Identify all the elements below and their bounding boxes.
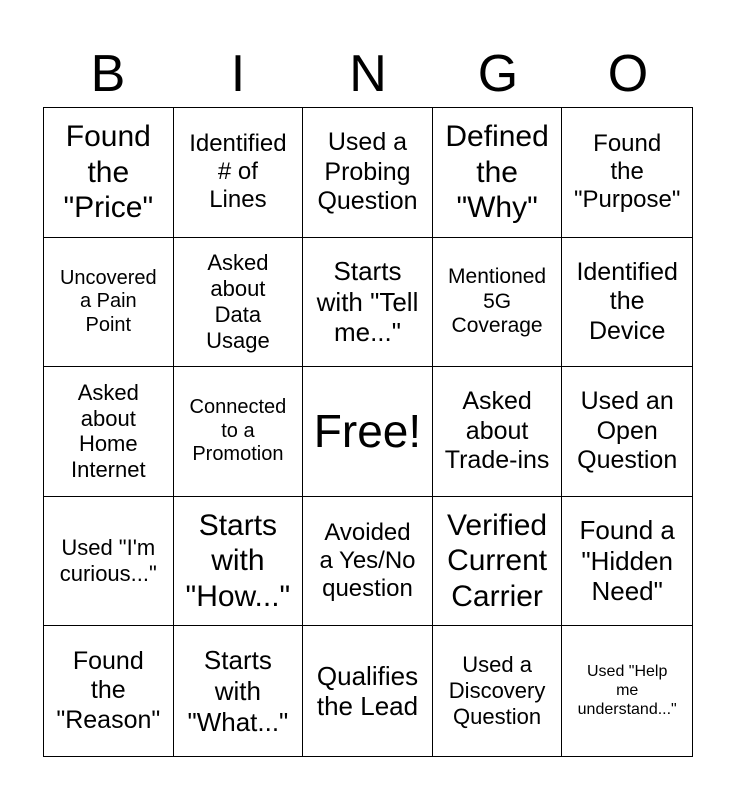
free-cell-text: Free! <box>313 405 422 458</box>
header-letter-i: I <box>230 45 246 103</box>
cell-text: Starts with "Tell me..." <box>316 255 419 348</box>
bingo-board <box>43 107 693 757</box>
cell-text: Qualifies the Lead <box>316 660 419 722</box>
cell-text: Found the "Reason" <box>56 646 161 734</box>
cell-text: Asked about Trade-ins <box>444 387 550 475</box>
bingo-cell[interactable] <box>433 626 563 756</box>
cell-text: Found a "Hidden Need" <box>579 515 675 607</box>
bingo-cell[interactable] <box>433 367 563 497</box>
bingo-cell[interactable] <box>174 497 304 627</box>
bingo-cell[interactable] <box>44 626 174 756</box>
cell-text: Uncovered a Pain Point <box>59 266 157 336</box>
bingo-cell[interactable] <box>303 626 433 756</box>
bingo-cell[interactable] <box>303 497 433 627</box>
bingo-cell[interactable] <box>44 497 174 627</box>
cell-text: Used a Probing Question <box>317 128 418 216</box>
bingo-cell[interactable] <box>562 497 692 627</box>
header-letter-n: N <box>349 45 387 103</box>
cell-text: Mentioned 5G Coverage <box>448 264 547 338</box>
cell-text: Verified Current Carrier <box>447 509 548 613</box>
bingo-cell[interactable] <box>562 367 692 497</box>
bingo-cell[interactable] <box>44 108 174 238</box>
bingo-header <box>43 44 693 104</box>
cell-text: Avoided a Yes/No question <box>319 518 416 603</box>
bingo-cell[interactable] <box>562 108 692 238</box>
bingo-cell[interactable] <box>174 367 304 497</box>
cell-text: Found the "Purpose" <box>573 129 681 214</box>
bingo-cell[interactable] <box>433 108 563 238</box>
free-cell[interactable] <box>303 367 433 497</box>
bingo-cell[interactable] <box>44 238 174 368</box>
cell-text: Found the "Price" <box>63 120 154 224</box>
cell-text: Connected to a Promotion <box>189 396 287 466</box>
bingo-cell[interactable] <box>174 626 304 756</box>
header-letter-g: G <box>477 45 519 103</box>
bingo-cell[interactable] <box>303 238 433 368</box>
cell-text: Used "Help me understand..." <box>577 662 677 718</box>
bingo-cell[interactable] <box>562 626 692 756</box>
cell-text: Defined the "Why" <box>445 120 549 224</box>
header-letter-o: O <box>607 45 649 103</box>
bingo-cell[interactable] <box>433 238 563 368</box>
cell-text: Identified the Device <box>576 257 678 345</box>
bingo-cell[interactable] <box>174 108 304 238</box>
cell-text: Starts with "How..." <box>185 509 291 613</box>
bingo-cell[interactable] <box>303 108 433 238</box>
cell-text: Identified # of Lines <box>189 129 287 214</box>
bingo-cell[interactable] <box>433 497 563 627</box>
header-letter-b: B <box>90 45 126 103</box>
cell-text: Asked about Data Usage <box>206 249 270 353</box>
bingo-cell[interactable] <box>44 367 174 497</box>
bingo-cell[interactable] <box>174 238 304 368</box>
bingo-cell[interactable] <box>562 238 692 368</box>
cell-text: Used an Open Question <box>577 387 678 475</box>
cell-text: Used a Discovery Question <box>448 652 546 730</box>
cell-text: Used "I'm curious..." <box>59 535 157 587</box>
cell-text: Starts with "What..." <box>187 645 289 737</box>
cell-text: Asked about Home Internet <box>70 379 146 483</box>
